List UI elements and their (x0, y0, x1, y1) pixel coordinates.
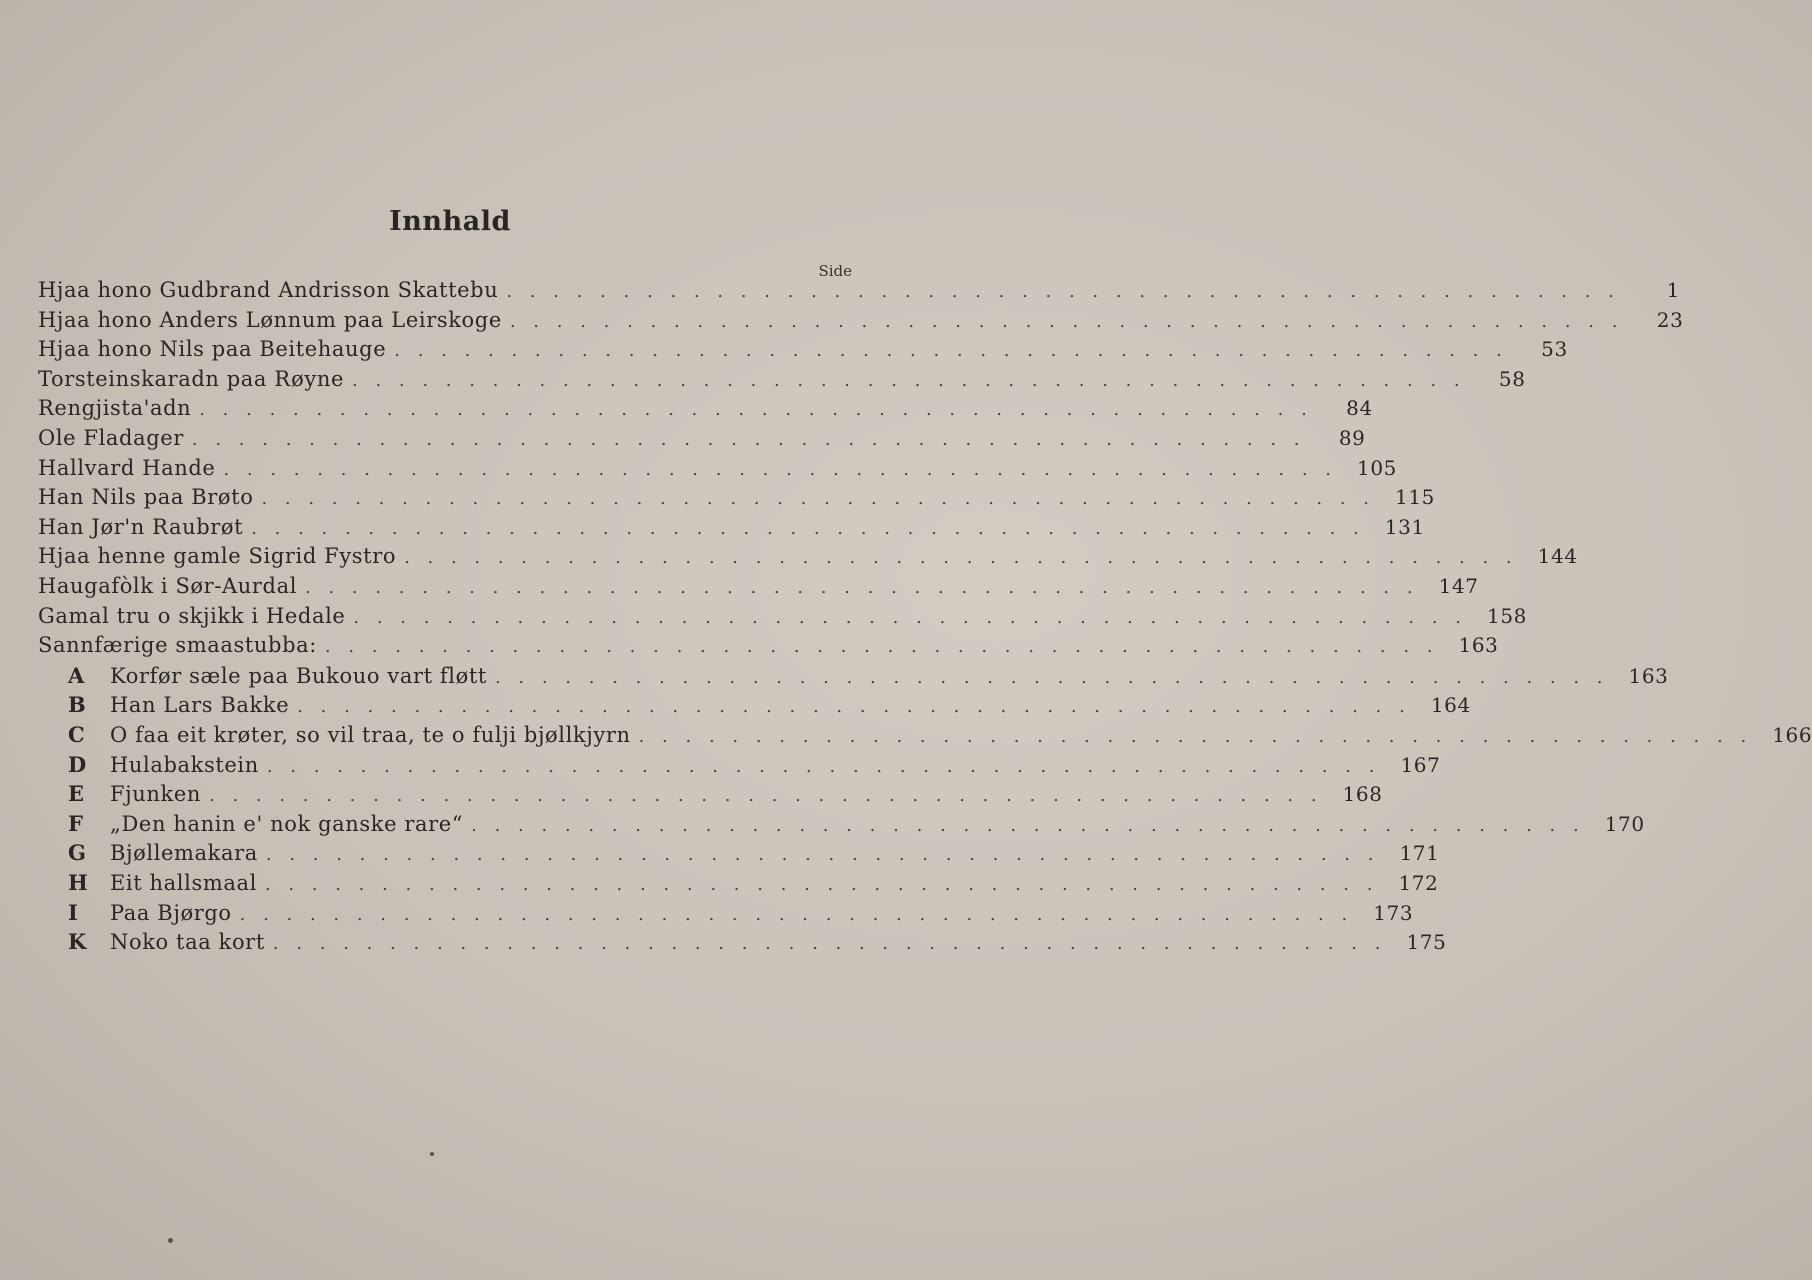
toc-leader-dots: . . . . . . . . . . . . . . . . . . . . . . . . . . . . . . . . . . . . . . . . . . . . . . . . (352, 369, 1466, 391)
toc-entry-page-number: 1 (1666, 278, 1680, 302)
toc-entry-page-number: 115 (1395, 485, 1436, 510)
toc-entry (38, 603, 1527, 634)
toc-entry (68, 722, 1812, 752)
toc-entry-letter: I (68, 899, 79, 925)
toc-entry (38, 574, 1479, 604)
toc-entry-title: Hallvard Hande (38, 455, 216, 480)
toc-entry-page-number: 23 (1656, 307, 1684, 332)
toc-leader-dots: . . . . . . . . . . . . . . . . . . . . . . . . . . . . . . . . . . . . . . . . . . . . . . . . (638, 726, 1753, 747)
toc-entry-page-number: 147 (1438, 574, 1479, 598)
toc-entry-title: Hulabakstein (110, 752, 259, 777)
toc-leader-dots: . . . . . . . . . . . . . . . . . . . . . . . . . . . . . . . . . . . . . . . . . . . . . . . . (494, 666, 1609, 688)
toc-leader-dots: . . . . . . . . . . . . . . . . . . . . . . . . . . . . . . . . . . . . . . . . . . . . . . . . (506, 281, 1620, 302)
toc-leader-dots: . . . . . . . . . . . . . . . . . . . . . . . . . . . . . . . . . . . . . . . . . . . . . . . . (239, 903, 1354, 925)
toc-entry-title: Hjaa hono Gudbrand Andrisson Skattebu (38, 278, 499, 302)
paper-speck (168, 1238, 173, 1243)
toc-entry-title: Torsteinskaradn paa Røyne (38, 366, 344, 391)
toc-entry-page-number: 167 (1400, 752, 1441, 777)
toc-entry (38, 485, 1436, 515)
toc-entry-title: Eit hallsmaal (110, 871, 257, 895)
toc-entry-title: Sannfærige smaastubba: (38, 633, 317, 658)
toc-entry-page-number: 163 (1628, 663, 1669, 688)
toc-entry-page-number: 53 (1541, 337, 1568, 362)
toc-leader-dots: . . . . . . . . . . . . . . . . . . . . . . . . . . . . . . . . . . . . . . . . . . . . . . . . (264, 874, 1379, 895)
toc-leader-dots: . . . . . . . . . . . . . . . . . . . . . . . . . . . . . . . . . . . . . . . . . . . . . . . . (223, 458, 1337, 480)
toc-entry-letter: B (68, 692, 87, 718)
toc-entry-title: Korfør sæle paa Bukouo vart fløtt (110, 663, 487, 688)
toc-entry-letter: K (68, 929, 87, 955)
toc-entry-page-number: 163 (1458, 633, 1499, 658)
toc-leader-dots: . . . . . . . . . . . . . . . . . . . . . . . . . . . . . . . . . . . . . . . . . . . . . . . . (261, 488, 1376, 510)
toc-entry-page-number: 175 (1406, 930, 1447, 955)
toc-entry-title: Noko taa kort (110, 930, 265, 955)
toc-leader-dots: . . . . . . . . . . . . . . . . . . . . . . . . . . . . . . . . . . . . . . . . . . . . . . . . (297, 696, 1411, 718)
toc-entry (38, 455, 1397, 486)
toc-leader-dots: . . . . . . . . . . . . . . . . . . . . . . . . . . . . . . . . . . . . . . . . . . . . . . . . (272, 933, 1387, 955)
toc-entry-title: Hjaa hono Nils paa Beitehauge (38, 337, 387, 362)
toc-leader-dots: . . . . . . . . . . . . . . . . . . . . . . . . . . . . . . . . . . . . . . . . . . . . . . . . (305, 577, 1419, 598)
toc-entry-title: Bjøllemakara (110, 841, 258, 866)
toc-entry-title: „Den hanin e' nok ganske rare“ (110, 811, 464, 836)
toc-entry-page-number: 173 (1373, 900, 1414, 925)
toc-entry-letter: E (68, 781, 85, 807)
toc-entry (68, 929, 1447, 959)
toc-entry (38, 544, 1578, 574)
toc-leader-dots: . . . . . . . . . . . . . . . . . . . . . . . . . . . . . . . . . . . . . . . . . . . . . . . . (394, 340, 1508, 362)
page-title: Innhald (389, 206, 511, 237)
toc-entry-letter: G (68, 840, 87, 866)
toc-entry (38, 633, 1499, 663)
toc-leader-dots: . . . . . . . . . . . . . . . . . . . . . . . . . . . . . . . . . . . . . . . . . . . . . . . . (353, 606, 1467, 628)
toc-leader-dots: . . . . . . . . . . . . . . . . . . . . . . . . . . . . . . . . . . . . . . . . . . . . . . . . (265, 844, 1380, 866)
toc-entry (38, 514, 1425, 545)
toc-leader-dots: . . . . . . . . . . . . . . . . . . . . . . . . . . . . . . . . . . . . . . . . . . . . . . . . (404, 547, 1518, 569)
toc-entry (38, 366, 1526, 397)
toc-entry-page-number: 89 (1338, 426, 1366, 450)
toc-entry (68, 810, 1645, 841)
toc-entry-page-number: 144 (1537, 544, 1578, 569)
toc-entry-title: Gamal tru o skjikk i Hedale (38, 603, 346, 628)
toc-entry-page-number: 164 (1430, 693, 1471, 718)
page-column-header: Side (818, 262, 852, 280)
toc-entry-letter: H (68, 870, 89, 895)
toc-entry-title: Rengjista'adn (38, 396, 192, 421)
toc-leader-dots: . . . . . . . . . . . . . . . . . . . . . . . . . . . . . . . . . . . . . . . . . . . . . . . . (471, 814, 1585, 836)
toc-entry (38, 337, 1568, 367)
toc-entry-title: Han Jør'n Raubrøt (38, 514, 244, 539)
toc-entry (38, 426, 1366, 456)
toc-entry-letter: F (68, 810, 84, 836)
toc-entry (38, 278, 1680, 308)
toc-entry (68, 781, 1383, 811)
toc-entry-page-number: 166 (1772, 723, 1812, 747)
toc-entry-title: Han Lars Bakke (110, 693, 290, 718)
toc-entry-page-number: 172 (1398, 871, 1439, 895)
toc-entry (68, 899, 1414, 930)
toc-entry (68, 870, 1439, 900)
paper-speck (430, 1152, 434, 1156)
toc-entry-page-number: 131 (1384, 514, 1425, 539)
toc-leader-dots: . . . . . . . . . . . . . . . . . . . . . . . . . . . . . . . . . . . . . . . . . . . . . . . . (509, 310, 1624, 332)
toc-leader-dots: . . . . . . . . . . . . . . . . . . . . . . . . . . . . . . . . . . . . . . . . . . . . . . . . (191, 429, 1306, 450)
toc-leader-dots: . . . . . . . . . . . . . . . . . . . . . . . . . . . . . . . . . . . . . . . . . . . . . . . . (266, 755, 1381, 777)
toc-entry-page-number: 171 (1399, 841, 1440, 866)
toc-entry-page-number: 105 (1357, 455, 1397, 480)
toc-leader-dots: . . . . . . . . . . . . . . . . . . . . . . . . . . . . . . . . . . . . . . . . . . . . . . . . (199, 399, 1313, 421)
toc-entry-title: Hjaa hono Anders Lønnum paa Leirskoge (38, 307, 502, 332)
toc-entry-letter: C (68, 722, 86, 747)
toc-entry-page-number: 168 (1342, 782, 1383, 807)
toc-entry (68, 692, 1471, 722)
toc-leader-dots: . . . . . . . . . . . . . . . . . . . . . . . . . . . . . . . . . . . . . . . . . . . . . . . . (324, 636, 1439, 658)
toc-entry-page-number: 170 (1604, 811, 1645, 836)
toc-leader-dots: . . . . . . . . . . . . . . . . . . . . . . . . . . . . . . . . . . . . . . . . . . . . . . . . (251, 517, 1365, 539)
toc-entry (38, 307, 1684, 338)
toc-entry-page-number: 84 (1346, 396, 1373, 421)
toc-entry-page-number: 58 (1498, 366, 1526, 391)
toc-entry-letter: A (68, 662, 85, 688)
toc-entry (38, 396, 1373, 426)
toc-entry-page-number: 158 (1487, 603, 1527, 628)
toc-entry (68, 662, 1669, 693)
toc-entry (68, 751, 1441, 782)
toc-entry-title: Han Nils paa Brøto (38, 485, 254, 510)
toc-entry-title: O faa eit krøter, so vil traa, te o fulji bjøllkjyrn (110, 723, 631, 747)
toc-entry-title: Haugafòlk i Sør-Aurdal (38, 574, 298, 598)
toc-entry-title: Hjaa henne gamle Sigrid Fystro (38, 544, 397, 569)
toc-entry-letter: D (68, 751, 87, 777)
toc-entry-title: Fjunken (110, 782, 202, 807)
toc-entry (68, 840, 1440, 870)
toc-leader-dots: . . . . . . . . . . . . . . . . . . . . . . . . . . . . . . . . . . . . . . . . . . . . . . . . (209, 785, 1323, 807)
toc-entry-title: Ole Fladager (38, 426, 184, 450)
toc-entry-title: Paa Bjørgo (110, 900, 232, 925)
